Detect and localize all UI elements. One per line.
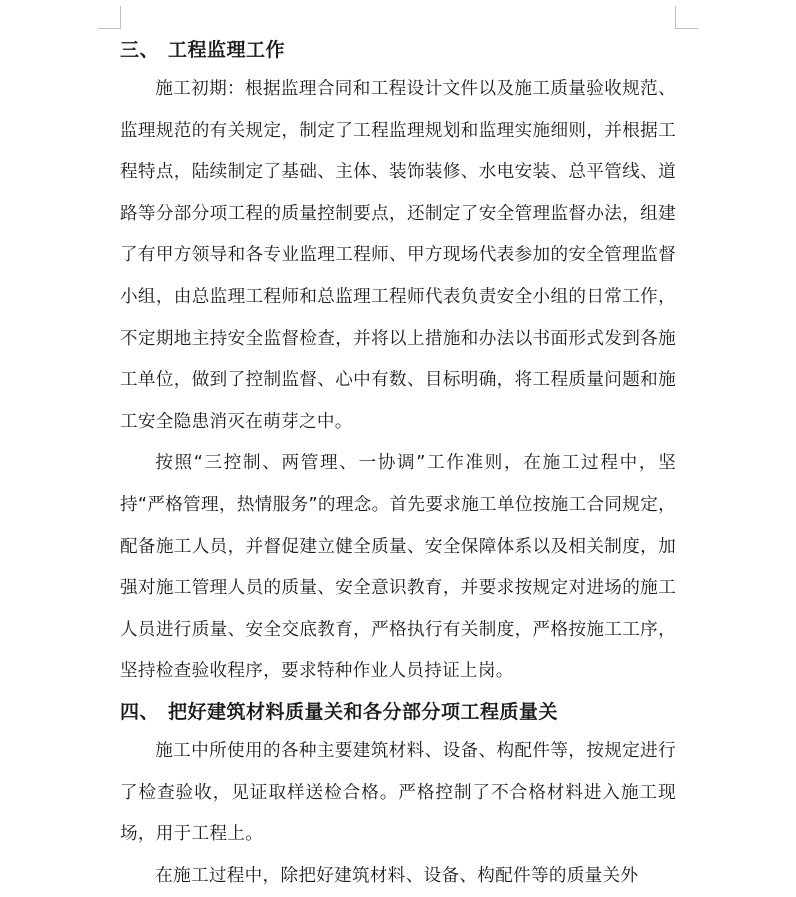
section-4-paragraph-2: 在施工过程中，除把好建筑材料、设备、构配件等的质量关外	[155, 865, 639, 886]
section-3-title: 工程监理工作	[168, 39, 286, 61]
section-3-paragraph-1: 施工初期：根据监理合同和工程设计文件以及施工质量验收规范、监理规范的有关规定，制定了工程监理规划和监理实施细则，并根据工程特点，陆续制定了基础、主体、装饰装修、水电安装、总平管线、道路等分部分项工程的质量控制要点，还制定了安全管理监督办法，组建了有甲方领导和各专业监理工程师、甲方现场代表参加的安全管理监督小组，由总监理工程师和总监理工程师代表负责安全小组的日常工作，不定期地主持安全监督检查，并将以上措施和办法以书面形式发到各施工单位，做到了控制监督、心中有数、目标明确，将工程质量问题和施工安全隐患消灭在萌芽之中。	[120, 79, 676, 432]
section-4-title: 把好建筑材料质量关和各分部分项工程质量关	[168, 700, 559, 723]
margin-corner-mark-left	[98, 6, 121, 29]
section-3-paragraph-2: 按照“三控制、两管理、一协调”工作准则，在施工过程中，坚持“严格管理，热情服务”的理念。首先要求施工单位按施工合同规定，配备施工人员，并督促建立健全质量、安全保障体系以及相关制度，加强对施工管理人员的质量、安全意识教育，并要求按规定对进场的施工人员进行质量、安全交底教育，严格执行有关制度，严格按施工工序，坚持检查验收程序，要求特种作业人员持证上岗。	[120, 453, 676, 682]
section-3-number: 三、	[120, 39, 160, 61]
section-3-heading	[120, 31, 676, 69]
section-4-paragraph-1: 施工中所使用的各种主要建筑材料、设备、构配件等，按规定进行了检查验收，见证取样送检合格。严格控制了不合格材料进入施工现场，用于工程上。	[120, 740, 676, 845]
margin-corner-mark-right	[675, 6, 698, 29]
section-4-number: 四、	[120, 700, 160, 723]
section-4-heading	[120, 693, 676, 731]
document-body	[120, 31, 676, 897]
